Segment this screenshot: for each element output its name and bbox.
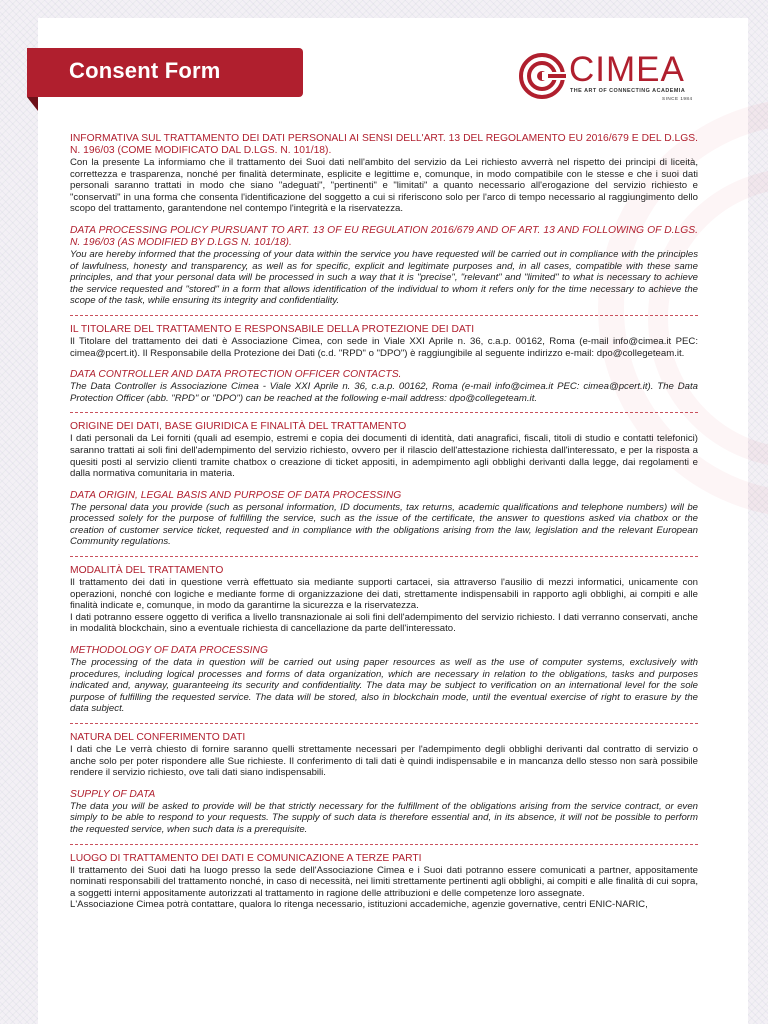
page-title: Consent Form: [69, 58, 221, 83]
section-paragraph: The personal data you provide (such as personal information, ID documents, tax returns, academic qualifications and telephone numbers) will be processed solely for the purpose of fulfilling the service, such as the issue of the certificate, the answer to questions asked via chatbox or the creation of customer service ticket, requested and in compliance with the obligations arising from the law, legislation and the relevant European Community regulations.: [70, 501, 698, 548]
section-divider: [70, 556, 698, 557]
section-modalita: [70, 565, 698, 635]
section-paragraph: L'Associazione Cimea potrà contattare, qualora lo ritenga necessario, istituzioni accademiche, agenzie governative, centri ENIC-NARIC,: [70, 899, 648, 911]
banner-fold: [27, 97, 38, 111]
section-data-processing-policy: [70, 225, 698, 307]
section-natura-conferimento: [70, 732, 698, 779]
section-heading: DATA ORIGIN, LEGAL BASIS AND PURPOSE OF DATA PROCESSING: [70, 489, 402, 501]
logo-since: SINCE 1984: [662, 96, 693, 101]
section-informativa: [70, 133, 698, 215]
logo-tagline: THE ART OF CONNECTING ACADEMIA: [570, 88, 686, 94]
section-data-origin: [70, 490, 698, 548]
section-divider: [70, 844, 698, 845]
cimea-logo: [518, 50, 718, 106]
section-paragraph: Il trattamento dei dati in questione verrà effettuato sia mediante supporti cartacei, sia attraverso l'ausilio di mezzi informatici, unicamente con operazioni, nonché con logiche e mediante forme di organizzazione dei dati, strettamente indispensabili in rapporto agli obblighi, ai compiti e alle finalità indicate e, comunque, in modo da garantirne la sicurezza e la riservatezza.: [70, 577, 698, 612]
section-paragraph: Con la presente La informiamo che il trattamento dei Suoi dati nell'ambito del servizio da Lei richiesto avverrà nel rispetto dei principi di liceità, correttezza e trasparenza, nonché per finalità determinate, esplicite e legittime e, comunque, in modo compatibile con le stesse e che i suoi dati personali saranno trattati in modo che siano "adeguati", "pertinenti" e "limitati" a quanto necessario all'erogazione del servizio richiesto e "conservati" in una forma che consenta l'identificazione del soggetto a cui si riferiscono solo per l'arco di tempo necessario al raggiungimento dello scopo del trattamento, garantendone nel contempo l'integrità e la riservatezza.: [70, 157, 698, 215]
section-heading: NATURA DEL CONFERIMENTO DATI: [70, 732, 246, 743]
section-divider: [70, 412, 698, 413]
section-data-controller: [70, 369, 698, 404]
section-paragraph: I dati personali da Lei forniti (quali ad esempio, estremi e copia dei documenti di identità, dati anagrafici, fiscali, titoli di studio e contatti telefonici) saranno trattati ai soli fini dell'adempimento del servizio richiesto, ovvero per il rilascio dell'attestazione richiesta dall'interessato, e per la risposta a quesiti posti al servizio clienti tramite chatbox o creazione di ticket appositi, in adempimento agli obblighi derivanti dalla legge, dai regolamenti e dalla normativa comunitaria in materia.: [70, 433, 698, 480]
cimea-logo-icon: [518, 52, 566, 100]
logo-wordmark: CIMEA: [569, 50, 685, 89]
section-titolare: [70, 324, 698, 359]
section-heading: DATA PROCESSING POLICY PURSUANT TO ART. 13 OF EU REGULATION 2016/679 AND OF ART. 13 AND FOLLOWING OF D.LGS. N. 196/03 (AS MODIFIED BY D.LGS N. 101/18).: [70, 224, 698, 248]
section-paragraph: You are hereby informed that the processing of your data within the service you have requested will be carried out in compliance with the principles of lawfulness, honesty and transparency, as well as for specific, explicit and legitimate purposes and, in all cases, compatible with these same principles, and that your personal data will be processed in such a way that it is "precise", "relevant" and "limited" to what is necessary to achieve the service requested and "stored" in a form that allows identification of the individual to whom it refers only for the time necessary to achieve the scope of the task, while ensuring its integrity and confidentiality.: [70, 248, 698, 307]
section-heading: MODALITÀ DEL TRATTAMENTO: [70, 565, 224, 577]
section-heading: LUOGO DI TRATTAMENTO DEI DATI E COMUNICAZIONE A TERZE PARTI: [70, 852, 422, 864]
section-paragraph: I dati che Le verrà chiesto di fornire saranno quelli strettamente necessari per l'adempimento degli obblighi derivanti dal contratto di servizio o anche solo per poter rispondere alle Sue richieste. Il conferimento di tali dati è quindi indispensabile e in mancanza dello stesso non sarà possibile rendere il servizio richiesto, ove tali dati siano indispensabili.: [70, 744, 698, 779]
policy-content: [70, 133, 698, 911]
section-heading: SUPPLY OF DATA: [70, 788, 156, 800]
section-methodology: [70, 645, 698, 715]
section-origine-dati: [70, 421, 698, 479]
section-paragraph: The Data Controller is Associazione Cimea - Viale XXI Aprile n. 36, c.a.p. 00162, Roma (e-mail info@cimea.it PEC: cimea@pcert.it). The Data Protection Officer (abb. "RPD" or "DPO") can be reached at the following e-mail address: dpo@collegeteam.it.: [70, 381, 698, 404]
section-paragraph: Il trattamento dei Suoi dati ha luogo presso la sede dell'Associazione Cimea e i Suoi dati potranno essere comunicati a partner, appositamente nominati responsabili del trattamento nonché, in caso di necessità, nei limiti strettamente pertinenti agli obblighi, ai compiti e alle finalità di cui sopra, a soggetti interni appositamente autorizzati al trattamento in ragione delle attribuzioni e delle competenze loro assegnate.: [70, 864, 698, 899]
section-supply-of-data: [70, 789, 698, 836]
section-divider: [70, 315, 698, 316]
section-paragraph: The processing of the data in question will be carried out using paper resources as well as the use of computer systems, exclusively with procedures, including logical processes and forms of data organization, which are necessary in relation to the obligations, tasks and purposes indicated and, anyway, guaranteeing its security and confidentiality. The data may be subject to verification on an international level for the sole purpose of fulfilling the requested service. The data will be stored, also in blockchain mode, until the eventual exercise of right to erasure by the data subject.: [70, 657, 698, 715]
section-divider: [70, 723, 698, 724]
section-paragraph: I dati potranno essere oggetto di verifica a livello transnazionale ai soli fini dell'adempimento del servizio richiesto. I dati verranno conservati, anche in modalità blockchain, sino a eventuale richiesta di cancellazione da parte dell'interessato.: [70, 611, 698, 635]
section-luogo-trattamento: [70, 853, 698, 911]
section-heading: METHODOLOGY OF DATA PROCESSING: [70, 645, 268, 657]
section-heading: INFORMATIVA SUL TRATTAMENTO DEI DATI PERSONALI AI SENSI DELL'ART. 13 DEL REGOLAMENTO EU 2016/679 E DEL D.LGS. N. 196/03 (COME MODIFICATO DAL D.LGS. N. 101/18).: [70, 133, 698, 156]
section-heading: ORIGINE DEI DATI, BASE GIURIDICA E FINALITÀ DEL TRATTAMENTO: [70, 421, 407, 433]
section-heading: IL TITOLARE DEL TRATTAMENTO E RESPONSABILE DELLA PROTEZIONE DEI DATI: [70, 323, 475, 335]
section-paragraph: Il Titolare del trattamento dei dati è Associazione Cimea, con sede in Viale XXI Aprile n. 36, c.a.p. 00162, Roma (e-mail info@cimea.it PEC: cimea@pcert.it). Il Responsabile della Protezione dei Dati (c.d. "RPD" o "DPO") è raggiungibile al seguente indirizzo e-mail: dpo@collegeteam.it.: [70, 335, 698, 359]
section-heading: DATA CONTROLLER AND DATA PROTECTION OFFICER CONTACTS.: [70, 369, 402, 381]
section-paragraph: The data you will be asked to provide will be that strictly necessary for the fulfillment of the obligations arising from the service contract, or even simply to be able to respond to your requests. The supply of such data is therefore essential and, in its absence, it will not be possible to perform the requested service, when such data is a prerequisite.: [70, 800, 698, 835]
